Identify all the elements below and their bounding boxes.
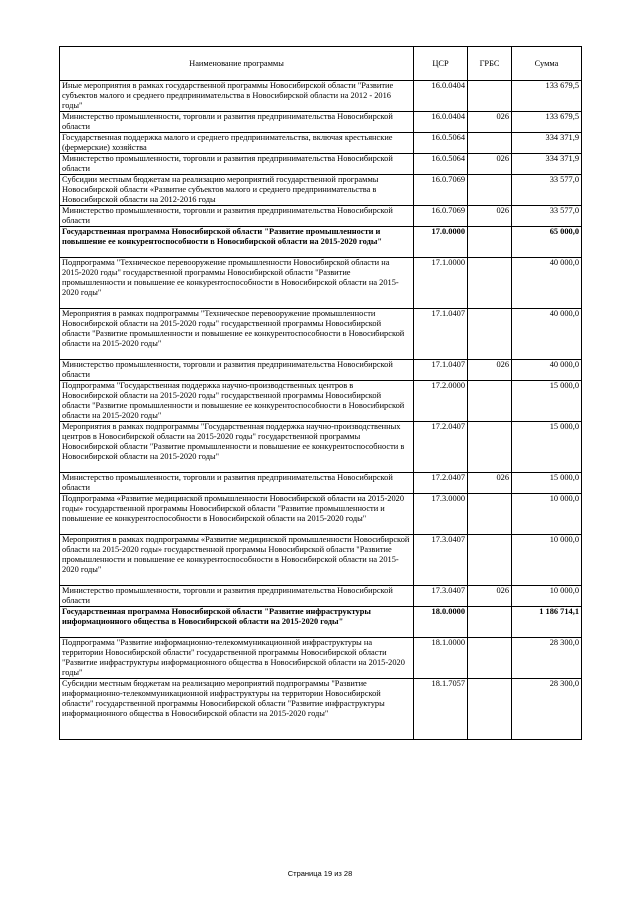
table-row [60,494,582,535]
cell-name: Субсидии местным бюджетам на реализацию мероприятий подпрограммы "Развитие информационно-телекоммуникационной инфраструктуры на территории Новосибирской области" государственной программы Новосибирской области "Развитие инфраструктуры информационного общества в Новосибирской области на 2015-2020 годы" [60,679,414,740]
cell-name: Министерство промышленности, торговли и развития предпринимательства Новосибирской области [60,154,414,175]
table-row [60,607,582,638]
cell-grbs: 026 [468,360,512,381]
page-number: Страница 19 из 28 [287,869,353,878]
table-row [60,81,582,112]
cell-grbs [468,607,512,638]
table-row [60,473,582,494]
cell-csr: 17.1.0407 [414,360,468,381]
table-row [60,422,582,473]
cell-csr: 17.2.0407 [414,473,468,494]
table-row [60,154,582,175]
cell-sum: 133 679,5 [512,112,582,133]
cell-grbs [468,494,512,535]
cell-sum: 40 000,0 [512,360,582,381]
table-row [60,227,582,258]
cell-sum: 15 000,0 [512,422,582,473]
cell-name: Субсидии местным бюджетам на реализацию мероприятий государственной программы Новосибирской области «Развитие субъектов малого и среднего предпринимательства в Новосибирской области на 2012-2016 годы [60,175,414,206]
cell-grbs [468,258,512,309]
cell-grbs [468,535,512,586]
header-name: Наименование программы [60,47,414,81]
cell-csr: 17.3.0407 [414,586,468,607]
cell-name: Мероприятия в рамках подпрограммы «Развитие медицинской промышленности Новосибирской области на 2015-2020 годы» государственной программы Новосибирской области "Развитие промышленности и повышение ее конкурентоспособности в Новосибирской области на 2015-2020 годы" [60,535,414,586]
cell-csr: 17.3.0000 [414,494,468,535]
cell-grbs [468,422,512,473]
table-row [60,206,582,227]
table-row [60,381,582,422]
cell-grbs: 026 [468,586,512,607]
cell-grbs: 026 [468,154,512,175]
header-csr: ЦСР [414,47,468,81]
cell-name: Министерство промышленности, торговли и развития предпринимательства Новосибирской области [60,473,414,494]
cell-grbs [468,81,512,112]
cell-name: Подпрограмма «Развитие медицинской промышленности Новосибирской области на 2015-2020 годы» государственной программы Новосибирской области "Развитие промышленности и повышение ее конкурентоспособности в Новосибирской области на 2015-2020 годы" [60,494,414,535]
cell-sum: 133 679,5 [512,81,582,112]
cell-sum: 334 371,9 [512,154,582,175]
table-row [60,133,582,154]
cell-sum: 40 000,0 [512,309,582,360]
cell-name: Министерство промышленности, торговли и развития предпринимательства Новосибирской области [60,112,414,133]
cell-sum: 15 000,0 [512,381,582,422]
cell-grbs [468,381,512,422]
cell-name: Министерство промышленности, торговли и развития предпринимательства Новосибирской области [60,360,414,381]
cell-csr: 16.0.7069 [414,175,468,206]
table-row [60,175,582,206]
cell-grbs: 026 [468,473,512,494]
cell-sum: 10 000,0 [512,494,582,535]
cell-name: Министерство промышленности, торговли и развития предпринимательства Новосибирской области [60,586,414,607]
cell-name: Мероприятия в рамках подпрограммы "Техническое перевооружение промышленности Новосибирской области на 2015-2020 годы" государственной программы Новосибирской области "Развитие промышленности и повышение ее конкурентоспособности в Новосибирской области на 2015-2020 годы" [60,309,414,360]
cell-csr: 17.0.0000 [414,227,468,258]
cell-name: Государственная программа Новосибирской области "Развитие инфраструктуры информационного общества в Новосибирской области на 2015-2020 годы" [60,607,414,638]
cell-sum: 65 000,0 [512,227,582,258]
header-sum: Сумма [512,47,582,81]
cell-csr: 16.0.5064 [414,154,468,175]
cell-csr: 16.0.5064 [414,133,468,154]
table-row [60,679,582,740]
cell-sum: 28 300,0 [512,638,582,679]
cell-name: Иные мероприятия в рамках государственной программы Новосибирской области "Развитие субъектов малого и среднего предпринимательства в Новосибирской области на 2012 - 2016 годы" [60,81,414,112]
cell-sum: 33 577,0 [512,175,582,206]
cell-grbs: 026 [468,206,512,227]
cell-name: Подпрограмма "Техническое перевооружение промышленности Новосибирской области на 2015-2020 годы" государственной программы Новосибирской области "Развитие промышленности и повышение ее конкурентоспособности в Новосибирской области на 2015-2020 годы" [60,258,414,309]
cell-csr: 18.1.0000 [414,638,468,679]
cell-grbs [468,133,512,154]
cell-csr: 18.0.0000 [414,607,468,638]
cell-sum: 10 000,0 [512,535,582,586]
cell-name: Мероприятия в рамках подпрограммы "Государственная поддержка научно-производственных центров в Новосибирской области на 2015-2020 годы" государственной программы Новосибирской области "Развитие промышленности и повышение ее конкурентоспособности в Новосибирской области на 2015-2020 годы" [60,422,414,473]
table-row [60,309,582,360]
cell-csr: 17.1.0000 [414,258,468,309]
cell-name: Подпрограмма "Государственная поддержка научно-производственных центров в Новосибирской области на 2015-2020 годы" государственной программы Новосибирской области "Развитие промышленности и повышение ее конкурентоспособности в Новосибирской области на 2015-2020 годы" [60,381,414,422]
cell-grbs [468,679,512,740]
cell-grbs [468,309,512,360]
budget-table [59,46,582,740]
table-row [60,586,582,607]
table-row [60,535,582,586]
cell-csr: 18.1.7057 [414,679,468,740]
cell-sum: 28 300,0 [512,679,582,740]
table-row [60,112,582,133]
table-body [60,81,582,740]
cell-grbs [468,227,512,258]
cell-name: Государственная поддержка малого и среднего предпринимательства, включая крестьянские (фермерские) хозяйства [60,133,414,154]
cell-name: Подпрограмма "Развитие информационно-телекоммуникационной инфраструктуры на территории Новосибирской области" государственной программы Новосибирской области "Развитие инфраструктуры информационного общества в Новосибирской области на 2015-2020 годы" [60,638,414,679]
cell-sum: 15 000,0 [512,473,582,494]
cell-name: Государственная программа Новосибирской области "Развитие промышленности и повышение ее конкурентоспособности в Новосибирской области на 2015-2020 годы" [60,227,414,258]
cell-grbs [468,638,512,679]
cell-csr: 17.2.0000 [414,381,468,422]
cell-name: Министерство промышленности, торговли и развития предпринимательства Новосибирской области [60,206,414,227]
cell-csr: 17.3.0407 [414,535,468,586]
cell-grbs: 026 [468,112,512,133]
cell-csr: 16.0.7069 [414,206,468,227]
header-grbs: ГРБС [468,47,512,81]
cell-csr: 16.0.0404 [414,81,468,112]
cell-csr: 16.0.0404 [414,112,468,133]
cell-sum: 1 186 714,1 [512,607,582,638]
table-header-row [60,47,582,81]
cell-csr: 17.1.0407 [414,309,468,360]
table-row [60,360,582,381]
cell-sum: 33 577,0 [512,206,582,227]
table-row [60,638,582,679]
cell-sum: 40 000,0 [512,258,582,309]
cell-sum: 10 000,0 [512,586,582,607]
cell-csr: 17.2.0407 [414,422,468,473]
table-row [60,258,582,309]
cell-grbs [468,175,512,206]
cell-sum: 334 371,9 [512,133,582,154]
